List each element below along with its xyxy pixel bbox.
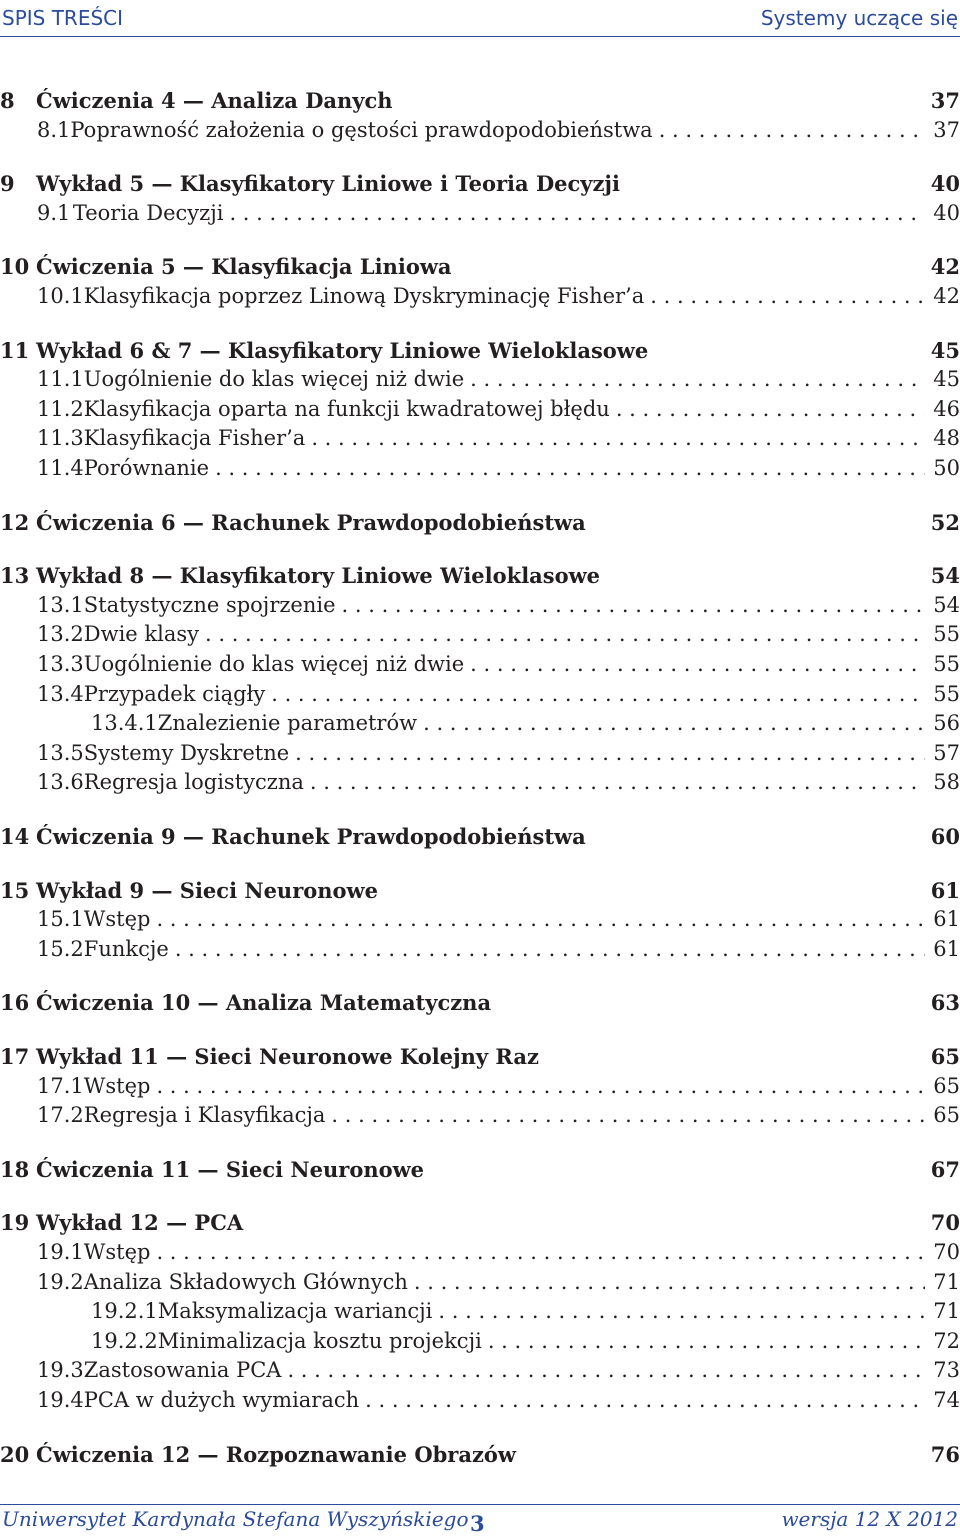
toc-dot-leader bbox=[331, 1103, 925, 1127]
toc-entry-page: 48 bbox=[933, 426, 960, 451]
toc-section[interactable] bbox=[0, 1240, 960, 1270]
toc-entry-page: 63 bbox=[930, 990, 960, 1016]
toc-entry-number: 10.1 bbox=[37, 284, 84, 308]
toc-dot-leader bbox=[423, 711, 925, 735]
toc-entry-title: Teoria Decyzji bbox=[72, 200, 224, 225]
toc-entry-title: Analiza Składowych Głównych bbox=[83, 1269, 408, 1294]
toc-entry-title: Wstęp bbox=[83, 907, 151, 932]
toc-chapter[interactable] bbox=[0, 1442, 960, 1472]
toc-entry-number: 13 bbox=[0, 563, 30, 589]
toc-entry-page: 74 bbox=[933, 1388, 960, 1412]
toc-entry-title: Ćwiczenia 6 — Rachunek Prawdopodobieństwa bbox=[36, 509, 586, 535]
toc-entry-title: Wykład 8 — Klasyfikatory Liniowe Wieloklasowe bbox=[36, 563, 601, 589]
toc-entry-page: 37 bbox=[930, 88, 960, 113]
toc-entry-title: Zastosowania PCA bbox=[83, 1358, 282, 1383]
toc-section[interactable] bbox=[0, 367, 960, 397]
toc-entry-title: Uogólnienie do klas więcej niż dwie bbox=[83, 367, 465, 392]
toc-entry-title: Ćwiczenia 4 — Analiza Danych bbox=[36, 88, 393, 113]
toc-dot-leader bbox=[175, 937, 925, 961]
toc-entry-number: 17.2 bbox=[37, 1103, 84, 1128]
toc-entry-page: 55 bbox=[933, 622, 960, 647]
toc-section[interactable] bbox=[0, 426, 960, 456]
toc-entry-number: 18 bbox=[0, 1156, 30, 1182]
toc-entry-title: PCA w dużych wymiarach bbox=[83, 1388, 360, 1412]
toc-entry-number: 19.3 bbox=[37, 1358, 84, 1383]
toc-dot-leader bbox=[342, 593, 926, 617]
toc-entry-page: 61 bbox=[930, 877, 960, 903]
toc-entry-title: Wykład 12 — PCA bbox=[36, 1210, 244, 1236]
toc-entry-title: Wykład 5 — Klasyfikatory Liniowe i Teoria Decyzji bbox=[36, 171, 621, 197]
toc-entry-title: Wykład 9 — Sieci Neuronowe bbox=[36, 877, 378, 903]
toc-entry-number: 17 bbox=[0, 1044, 30, 1069]
toc-dot-leader bbox=[414, 1270, 925, 1294]
page-footer bbox=[0, 1504, 960, 1536]
toc-entry-number: 16 bbox=[0, 990, 30, 1016]
toc-entry-title: Klasyfikacja Fisher’a bbox=[83, 426, 306, 451]
toc-entry-title: Statystyczne spojrzenie bbox=[83, 592, 336, 617]
toc-dot-leader bbox=[287, 1358, 925, 1382]
toc-entry-number: 13.4 bbox=[37, 681, 84, 706]
toc-entry-title: Wstęp bbox=[83, 1240, 151, 1264]
toc-entry-number: 20 bbox=[0, 1441, 30, 1467]
toc-section[interactable] bbox=[0, 1358, 960, 1388]
footer-institution: Uniwersytet Kardynała Stefana Wyszyńskiego bbox=[2, 1507, 469, 1531]
toc-chapter[interactable] bbox=[0, 338, 960, 368]
toc-entry-page: 57 bbox=[933, 740, 960, 765]
toc-chapter[interactable] bbox=[0, 878, 960, 908]
toc-dot-leader bbox=[156, 1240, 925, 1264]
toc-chapter[interactable] bbox=[0, 824, 960, 854]
toc-entry-number: 15.1 bbox=[37, 907, 84, 932]
toc-entry-number: 19 bbox=[0, 1210, 30, 1236]
toc-entry-number: 15.2 bbox=[37, 936, 84, 961]
toc-entry-number: 13.4.1 bbox=[91, 711, 158, 736]
toc-entry-number: 9 bbox=[0, 171, 15, 197]
toc-section[interactable] bbox=[0, 1103, 960, 1133]
page-header bbox=[0, 0, 960, 37]
toc-entry-page: 76 bbox=[930, 1441, 960, 1467]
toc-entry-number: 19.2.1 bbox=[91, 1299, 158, 1324]
toc-dot-leader bbox=[310, 770, 925, 794]
toc-entry-title: Porównanie bbox=[83, 456, 210, 480]
toc-entry-title: Minimalizacja kosztu projekcji bbox=[157, 1328, 482, 1353]
toc-entry-title: Ćwiczenia 5 — Klasyfikacja Liniowa bbox=[36, 254, 452, 280]
toc-chapter[interactable] bbox=[0, 1157, 960, 1187]
toc-entry-number: 19.2 bbox=[37, 1269, 84, 1294]
toc-dot-leader bbox=[215, 456, 925, 480]
toc-entry-title: Klasyfikacja oparta na funkcji kwadratowej błędu bbox=[83, 396, 610, 421]
toc-entry-page: 37 bbox=[933, 117, 960, 142]
toc-chapter[interactable] bbox=[0, 510, 960, 540]
toc-dot-leader bbox=[470, 367, 925, 391]
toc-dot-leader bbox=[470, 652, 925, 676]
toc-dot-leader bbox=[659, 118, 926, 142]
toc-subsection[interactable] bbox=[0, 711, 960, 741]
toc-section[interactable] bbox=[0, 1074, 960, 1104]
toc-entry-title: Ćwiczenia 10 — Analiza Matematyczna bbox=[36, 990, 492, 1016]
toc-entry-page: 70 bbox=[930, 1210, 960, 1236]
toc-section[interactable] bbox=[0, 593, 960, 623]
toc-entry-page: 71 bbox=[933, 1299, 960, 1324]
toc-entry-number: 8.1 bbox=[37, 117, 71, 142]
toc-section[interactable] bbox=[0, 1270, 960, 1300]
toc-entry-number: 13.3 bbox=[37, 652, 84, 676]
toc-entry-title: Wykład 6 & 7 — Klasyfikatory Liniowe Wieloklasowe bbox=[36, 337, 649, 363]
toc-dot-leader bbox=[229, 201, 925, 225]
page-number: 3 bbox=[470, 1511, 485, 1536]
toc-entry-page: 40 bbox=[933, 200, 960, 225]
toc-section[interactable] bbox=[0, 741, 960, 771]
toc-entry-page: 45 bbox=[933, 367, 960, 392]
toc-entry-page: 71 bbox=[933, 1269, 960, 1294]
toc-entry-number: 14 bbox=[0, 824, 30, 849]
toc-entry-number: 10 bbox=[0, 254, 30, 280]
toc-entry-number: 11.2 bbox=[37, 396, 84, 421]
toc-entry-page: 54 bbox=[930, 563, 960, 589]
toc-entry-number: 11.4 bbox=[37, 456, 84, 480]
toc-subsection[interactable] bbox=[0, 1299, 960, 1329]
header-document-title: Systemy uczące się bbox=[760, 6, 958, 30]
toc-entry-number: 11 bbox=[0, 337, 30, 363]
toc-entry-page: 65 bbox=[933, 1073, 960, 1098]
toc-chapter[interactable] bbox=[0, 1044, 960, 1074]
toc-entry-page: 56 bbox=[933, 711, 960, 736]
toc-entry-page: 52 bbox=[930, 509, 960, 535]
toc-entry-page: 46 bbox=[933, 396, 960, 421]
toc-section[interactable] bbox=[0, 397, 960, 427]
toc-entry-title: Wstęp bbox=[83, 1073, 151, 1098]
toc-entry-number: 17.1 bbox=[37, 1073, 84, 1098]
toc-entry-page: 54 bbox=[933, 592, 960, 617]
toc-entry-title: Ćwiczenia 11 — Sieci Neuronowe bbox=[36, 1156, 425, 1182]
toc-entry-page: 45 bbox=[930, 337, 960, 363]
toc-chapter[interactable] bbox=[0, 88, 960, 118]
toc-entry-number: 13.1 bbox=[37, 592, 84, 617]
toc-dot-leader bbox=[311, 426, 925, 450]
toc-entry-title: Ćwiczenia 12 — Rozpoznawanie Obrazów bbox=[36, 1441, 516, 1467]
toc-chapter[interactable] bbox=[0, 254, 960, 284]
toc-section[interactable] bbox=[0, 284, 960, 314]
toc-entry-number: 13.5 bbox=[37, 740, 84, 765]
toc-section[interactable] bbox=[0, 456, 960, 486]
toc-entry-number: 19.4 bbox=[37, 1388, 84, 1412]
toc-entry-title: Maksymalizacja wariancji bbox=[157, 1299, 433, 1324]
toc-dot-leader bbox=[365, 1388, 925, 1412]
toc-entry-number: 11.1 bbox=[37, 367, 84, 392]
toc-entry-page: 65 bbox=[930, 1044, 960, 1069]
toc-chapter[interactable] bbox=[0, 1210, 960, 1240]
toc-entry-number: 11.3 bbox=[37, 426, 84, 451]
toc-entry-title: Dwie klasy bbox=[83, 622, 199, 647]
toc-dot-leader bbox=[295, 741, 925, 765]
toc-entry-title: Funkcje bbox=[83, 936, 169, 961]
toc-entry-page: 60 bbox=[930, 824, 960, 849]
toc-entry-number: 13.6 bbox=[37, 770, 84, 795]
toc-dot-leader bbox=[156, 1074, 925, 1098]
toc-section[interactable] bbox=[0, 682, 960, 712]
toc-entry-page: 55 bbox=[933, 681, 960, 706]
toc-entry-title: Regresja i Klasyfikacja bbox=[83, 1103, 326, 1128]
toc-chapter[interactable] bbox=[0, 990, 960, 1020]
toc-entry-page: 40 bbox=[930, 171, 960, 197]
toc-entry-page: 50 bbox=[933, 456, 960, 480]
toc-entry-number: 12 bbox=[0, 509, 30, 535]
toc-entry-page: 65 bbox=[933, 1103, 960, 1128]
toc-entry-page: 73 bbox=[933, 1358, 960, 1383]
toc-entry-page: 42 bbox=[933, 284, 960, 308]
toc-entry-title: Klasyfikacja poprzez Linową Dyskryminację Fisher’a bbox=[83, 284, 645, 308]
toc-subsection[interactable] bbox=[0, 1329, 960, 1359]
toc-entry-title: Uogólnienie do klas więcej niż dwie bbox=[83, 652, 465, 676]
toc-entry-title: Regresja logistyczna bbox=[83, 770, 304, 795]
toc-dot-leader bbox=[271, 682, 925, 706]
toc-dot-leader bbox=[650, 284, 925, 308]
toc-chapter[interactable] bbox=[0, 563, 960, 593]
toc-dot-leader bbox=[438, 1299, 925, 1323]
toc-section[interactable] bbox=[0, 201, 960, 231]
toc-section[interactable] bbox=[0, 1388, 960, 1418]
toc-dot-leader bbox=[205, 622, 925, 646]
toc-section[interactable] bbox=[0, 907, 960, 937]
toc-section[interactable] bbox=[0, 770, 960, 800]
toc-dot-leader bbox=[616, 397, 925, 421]
toc-entry-page: 55 bbox=[933, 652, 960, 676]
toc-entry-title: Przypadek ciągły bbox=[83, 681, 266, 706]
toc-chapter[interactable] bbox=[0, 171, 960, 201]
toc-entry-number: 13.2 bbox=[37, 622, 84, 647]
toc-entry-page: 61 bbox=[933, 907, 960, 932]
toc-entry-title: Systemy Dyskretne bbox=[83, 740, 290, 765]
toc-entry-number: 8 bbox=[0, 88, 15, 113]
toc-entry-number: 19.2.2 bbox=[91, 1328, 158, 1353]
toc-dot-leader bbox=[488, 1329, 925, 1353]
toc-entry-number: 19.1 bbox=[37, 1240, 84, 1264]
toc-entry-title: Znalezienie parametrów bbox=[157, 711, 418, 736]
toc-dot-leader bbox=[156, 907, 925, 931]
toc-entry-page: 58 bbox=[933, 770, 960, 795]
toc-entry-page: 67 bbox=[930, 1156, 960, 1182]
toc-entry-title: Wykład 11 — Sieci Neuronowe Kolejny Raz bbox=[36, 1044, 539, 1069]
footer-version: wersja 12 X 2012 bbox=[781, 1507, 958, 1531]
toc-section[interactable] bbox=[0, 622, 960, 652]
toc-entry-number: 9.1 bbox=[37, 200, 71, 225]
toc-entry-title: Ćwiczenia 9 — Rachunek Prawdopodobieństwa bbox=[36, 824, 586, 849]
toc-entry-page: 70 bbox=[933, 1240, 960, 1264]
toc-entry-page: 61 bbox=[933, 936, 960, 961]
toc-entry-number: 15 bbox=[0, 877, 30, 903]
toc-entry-title: Poprawność założenia o gęstości prawdopodobieństwa bbox=[70, 117, 653, 142]
toc-section[interactable] bbox=[0, 652, 960, 682]
toc-entry-page: 72 bbox=[933, 1328, 960, 1353]
toc-section[interactable] bbox=[0, 937, 960, 967]
toc-entry-page: 42 bbox=[930, 254, 960, 280]
toc-section[interactable] bbox=[0, 118, 960, 148]
header-section-title: SPIS TREŚCI bbox=[2, 6, 124, 30]
